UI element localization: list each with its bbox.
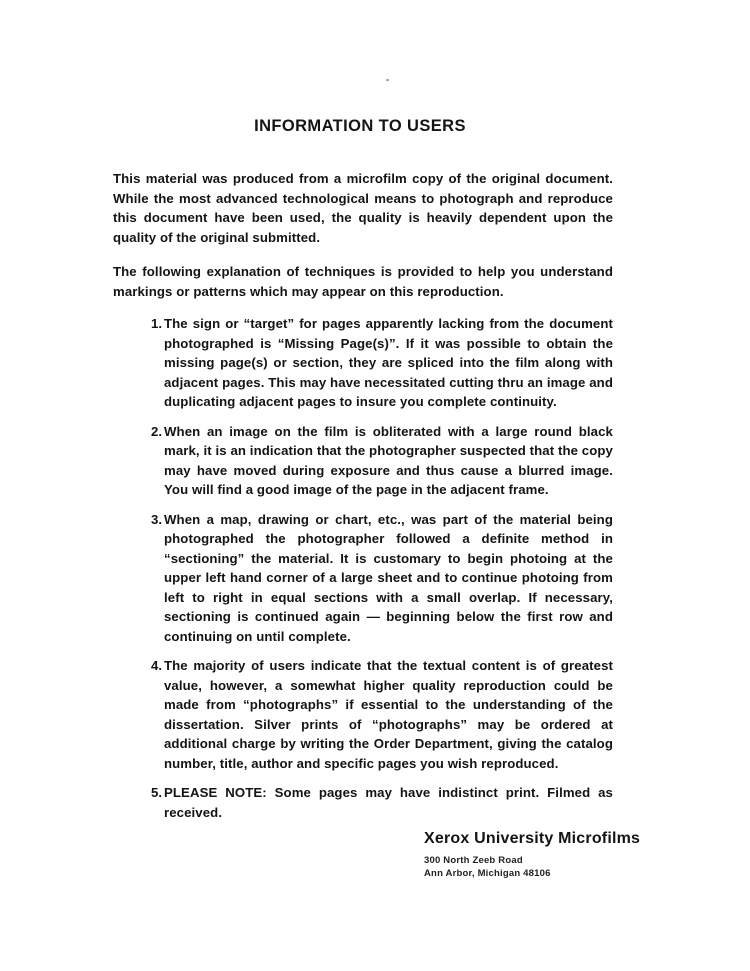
list-item-number: 5.: [151, 785, 162, 800]
intro-section: [113, 169, 613, 316]
scan-speck-artifact: [386, 79, 389, 81]
publisher-address-line-1: 300 North Zeeb Road: [424, 855, 523, 866]
list-item-number: 4.: [151, 658, 162, 673]
list-item-text: The majority of users indicate that the textual content is of greatest value, however, a somewhat higher quality reproduction could be made from “photographs” if essential to the understanding of the dissertation. Silver prints of “photographs” may be ordered at additional charge by writing the Order Department, giving the catalog number, title, author and specific pages you wish reproduced.: [164, 658, 613, 771]
list-item: [151, 656, 613, 773]
page-title: INFORMATION TO USERS: [254, 117, 466, 135]
publisher-address: [424, 854, 640, 880]
list-item-number: 1.: [151, 316, 162, 331]
publisher-name: Xerox University Microfilms: [424, 830, 641, 847]
list-item-number: 2.: [151, 423, 162, 439]
list-item: [151, 510, 613, 647]
list-item: [151, 314, 613, 412]
intro-paragraph-1: This material was produced from a microfilm copy of the original document. While the most advanced technological means to photograph and reproduce this document have been used, the quality is heavily dependent upon the quality of the original submitted.: [113, 171, 613, 245]
list-item: [151, 783, 613, 822]
publisher-block: [424, 830, 640, 880]
list-item-text: PLEASE NOTE: Some pages may have indistinct print. Filmed as received.: [164, 785, 613, 820]
list-item-text: When an image on the film is obliterated with a large round black mark, it is an indication that the photographer suspected that the copy may have moved during exposure and thus cause a blurred image. You will find a good image of the page in the adjacent frame.: [164, 423, 613, 497]
list-item-text: The sign or “target” for pages apparently lacking from the document photographed is “Missing Page(s)”. If it was possible to obtain the missing page(s) or section, they are spliced into the film along with adjacent pages. This may have necessitated cutting thru an image and duplicating adjacent pages to insure you complete continuity.: [164, 316, 613, 409]
list-item-text: When a map, drawing or chart, etc., was part of the material being photographed the photographer followed a definite method in “sectioning” the material. It is customary to begin photoing at the upper left hand corner of a large sheet and to continue photoing from left to right in equal sections with a small overlap. If necessary, sectioning is continued again — beginning below the first row and continuing on until complete.: [164, 511, 613, 644]
numbered-list: [151, 314, 613, 832]
list-item: [151, 422, 613, 500]
list-item-number: 3.: [151, 511, 162, 527]
intro-paragraph-2: The following explanation of techniques is provided to help you understand markings or patterns which may appear on this reproduction.: [113, 264, 613, 299]
publisher-address-line-2: Ann Arbor, Michigan 48106: [424, 868, 551, 879]
